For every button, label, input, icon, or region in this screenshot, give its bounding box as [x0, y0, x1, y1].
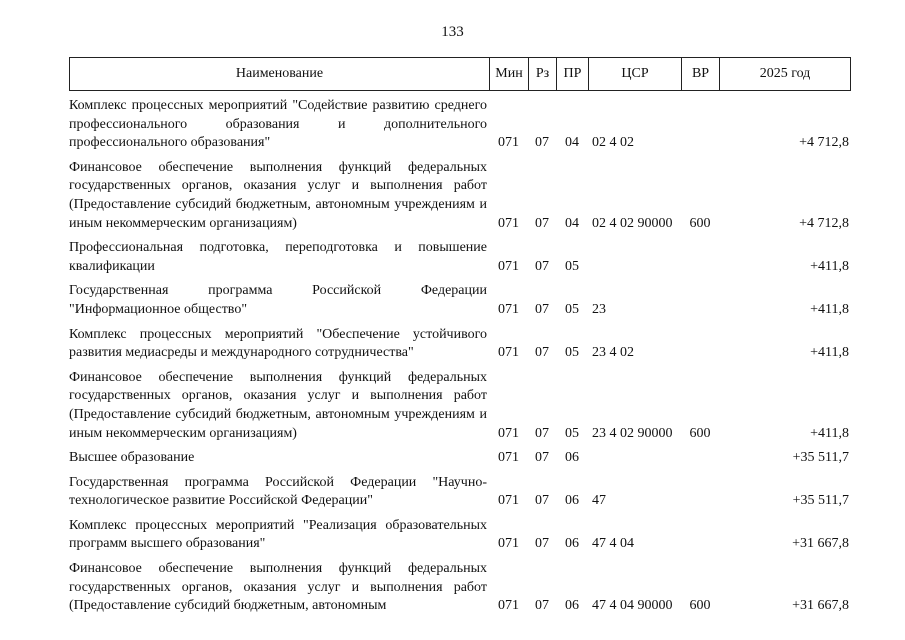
row-name: Государственная программа Российской Федерации "Информационное общество": [69, 283, 487, 317]
table-row: [69, 517, 851, 554]
row-min: 071: [498, 258, 519, 274]
table-row: [69, 97, 851, 153]
row-amount: +411,8: [810, 345, 849, 361]
row-name: Финансовое обеспечение выполнения функций федеральных государственных органов, оказания услуг и выполнения работ (Предоставление субсидий бюджетным, автономным: [69, 561, 487, 614]
row-min: 071: [498, 450, 519, 466]
header-csr: ЦСР: [589, 58, 682, 90]
row-pr: 05: [565, 425, 579, 441]
page-number: 133: [441, 24, 464, 40]
row-vr: 600: [689, 425, 711, 441]
header-rz: Рз: [529, 58, 557, 90]
row-min: 071: [498, 536, 519, 552]
row-rz: 07: [535, 301, 549, 317]
row-amount: +35 511,7: [792, 450, 849, 466]
row-name: Государственная программа Российской Федерации "Научно-технологическое развитие Российской Федерации": [69, 474, 487, 509]
row-amount: +4 712,8: [799, 215, 849, 231]
budget-table: [69, 57, 851, 622]
table-header: [69, 57, 851, 91]
row-min: 071: [498, 135, 519, 151]
table-row: [69, 474, 851, 511]
table-row: [69, 369, 851, 443]
table-row: [69, 326, 851, 363]
row-csr: 23 4 02 90000: [592, 425, 673, 441]
row-amount: +31 667,8: [792, 598, 849, 614]
row-csr: 02 4 02 90000: [592, 215, 673, 231]
row-rz: 07: [535, 258, 549, 274]
row-amount: +411,8: [810, 425, 849, 441]
header-vr: ВР: [682, 58, 720, 90]
table-row: [69, 159, 851, 233]
row-min: 071: [498, 301, 519, 317]
row-rz: 07: [535, 425, 549, 441]
header-min: Мин: [490, 58, 529, 90]
row-pr: 04: [565, 215, 579, 231]
row-name: Комплекс процессных мероприятий "Реализация образовательных программ высшего образования": [69, 517, 487, 552]
row-rz: 07: [535, 450, 549, 466]
row-csr: 47 4 04 90000: [592, 598, 673, 614]
table-row: [69, 239, 851, 276]
header-year: 2025 год: [759, 66, 811, 81]
row-min: 071: [498, 493, 519, 509]
table-row: [69, 282, 851, 319]
row-pr: 06: [565, 493, 579, 509]
row-min: 071: [498, 598, 519, 614]
row-pr: 05: [565, 345, 579, 361]
header-pr: ПР: [557, 58, 589, 90]
row-rz: 07: [535, 536, 549, 552]
row-name: Финансовое обеспечение выполнения функций федеральных государственных органов, оказания услуг и выполнения работ (Предоставление субсидий бюджетным, автономным учреждениям и иным некоммерческим организациям): [69, 369, 487, 441]
row-csr: 47 4 04: [592, 536, 634, 552]
row-amount: +411,8: [810, 301, 849, 317]
row-csr: 23: [592, 301, 606, 317]
row-name: Финансовое обеспечение выполнения функций федеральных государственных органов, оказания услуг и выполнения работ (Предоставление субсидий бюджетным, автономным учреждениям и иным некоммерческим организациям): [69, 159, 487, 231]
header-name: Наименование: [70, 58, 490, 90]
row-min: 071: [498, 215, 519, 231]
row-amount: +35 511,7: [792, 493, 849, 509]
row-rz: 07: [535, 215, 549, 231]
table-row: [69, 449, 851, 468]
table-row: [69, 560, 851, 616]
row-vr: 600: [689, 598, 711, 614]
row-pr: 06: [565, 598, 579, 614]
row-rz: 07: [535, 598, 549, 614]
row-name: Комплекс процессных мероприятий "Обеспечение устойчивого развития медиасреды и международного сотрудничества": [69, 326, 487, 361]
row-csr: 23 4 02: [592, 345, 634, 361]
row-rz: 07: [535, 345, 549, 361]
row-pr: 06: [565, 536, 579, 552]
row-rz: 07: [535, 493, 549, 509]
row-vr: 600: [689, 215, 711, 231]
row-min: 071: [498, 345, 519, 361]
row-min: 071: [498, 425, 519, 441]
row-rz: 07: [535, 135, 549, 151]
row-pr: 04: [565, 135, 579, 151]
row-amount: +31 667,8: [792, 536, 849, 552]
table-body: [69, 91, 851, 616]
row-name: Комплекс процессных мероприятий "Содействие развитию среднего профессионального образования и дополнительного профессионального образования": [69, 98, 487, 151]
row-csr: 47: [592, 493, 606, 509]
row-name: Профессиональная подготовка, переподготовка и повышение квалификации: [69, 240, 487, 274]
row-amount: +411,8: [810, 258, 849, 274]
row-amount: +4 712,8: [799, 135, 849, 151]
row-pr: 06: [565, 450, 579, 466]
row-pr: 05: [565, 301, 579, 317]
row-name: Высшее образование: [69, 450, 195, 466]
row-csr: 02 4 02: [592, 135, 634, 151]
row-pr: 05: [565, 258, 579, 274]
